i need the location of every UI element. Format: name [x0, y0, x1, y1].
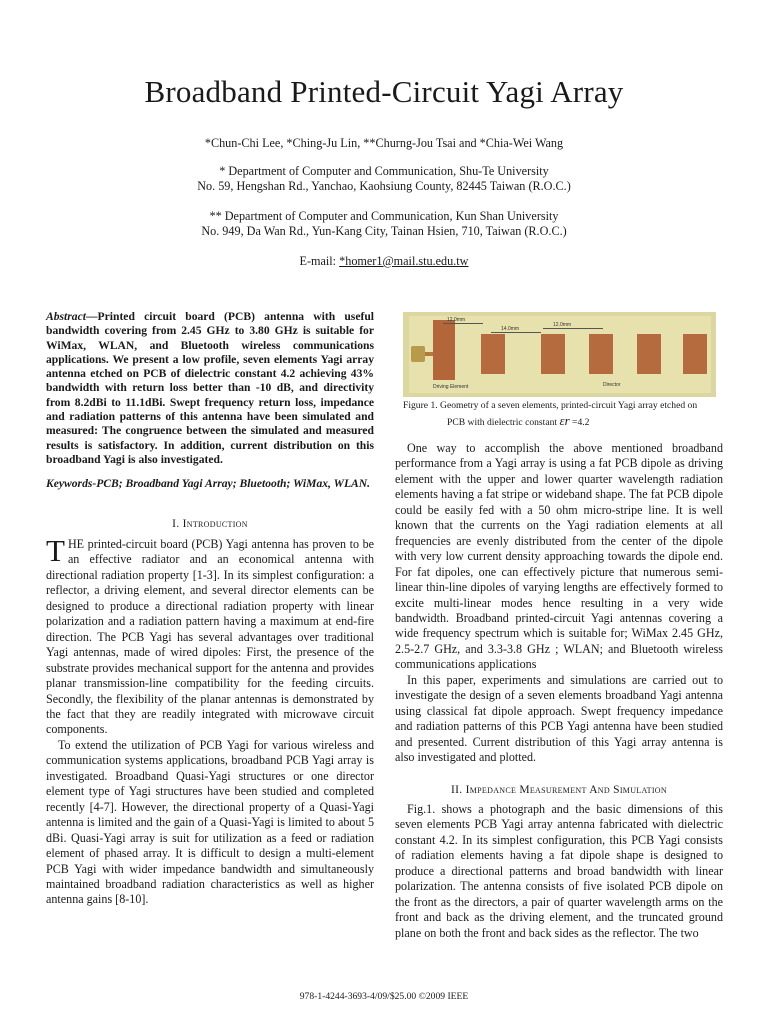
section-heading-introduction: I. Introduction [172, 517, 248, 530]
dimension-label: 12.0mm [447, 317, 466, 323]
body-paragraph-3: Fig.1. shows a photograph and the basic dimensions of this seven elements PCB Yagi array antenna fabricated with dielectric constant 4.2. In its simplest configuration, this PCB Yagi consists of radiation elements having a fat dipole shape is designed to produce a directional patterns and broad bandwidth with linear polarization. The antenna consists of five isolated PCB dipole on the front as the directors, a pair of quarter wavelength arms on the front and back as the driving element, and the truncated ground plane on both the front and back sides as the reflector. The two [395, 801, 723, 940]
director-element [589, 334, 613, 374]
driving-element-label: Driving Element [433, 384, 469, 390]
dimension-line [491, 332, 541, 333]
caption-line-2 [403, 413, 721, 430]
sma-connector [411, 346, 425, 362]
right-column [395, 441, 723, 941]
author-list: *Chun-Chi Lee, *Ching-Ju Lin, **Churng-Jou Tsai and *Chia-Wei Wang [204, 136, 564, 150]
body-paragraph-2: In this paper, experiments and simulations are carried out to investigate the design of a seven elements broadband Yagi antenna using classical fat dipole approach. Swept frequency impedance and radiation patterns of this PCB Yagi antenna have been studied and presented. Current distribution of this Yagi array antenna is also investigated and plotted. [395, 672, 723, 765]
affiliation-1-line-1: * Department of Computer and Communication, Shu-Te University [219, 164, 549, 178]
caption-value: =4.2 [569, 417, 590, 428]
figure-1-photo [403, 312, 716, 397]
driving-element [433, 320, 455, 380]
paper-title: Broadband Printed-Circuit Yagi Array [144, 74, 624, 109]
director-element [683, 334, 707, 374]
body-paragraph-1: One way to accomplish the above mentioned broadband performance from a Yagi array is using a fat PCB dipole as driving element with the upper and lower quarter wavelength radiation elements having a fat stripe or wideband shape. The fat PCB dipole could be easily fed with a 50 ohm micro-stripe line. It is well known that the currents on the Yagi radiation elements at all frequencies are evenly distributed from the center of the dipole with very low current density approaching towards the dipole end. For fat dipoles, one can effectively picture that numerous semi-linear thin-line dipoles of varying lengths are effectively formed to excite multi-linear modes hence resulting in a very wide bandwidth. Broadband printed-circuit Yagi antennas covering a wide frequency spectrum which is suitable for; WiMax 2.45 GHz, 2.5-2.7 GHz, and 3.3-3.8 GHz ; WLAN; and Bluetooth wireless communications applications [395, 441, 723, 672]
abstract-label: Abstract— [46, 310, 98, 323]
dimension-line [443, 323, 483, 324]
director-element [541, 334, 565, 374]
footer-copyright: 978-1-4244-3693-4/09/$25.00 ©2009 IEEE [299, 991, 469, 1002]
left-column [46, 310, 374, 908]
section-heading-impedance: II. Impedance Measurement And Simulation [451, 783, 667, 796]
caption-line-1: Figure 1. Geometry of a seven elements, printed-circuit Yagi array etched on [403, 400, 698, 411]
dimension-label: 12.0mm [553, 322, 572, 328]
figure-1-caption [403, 398, 721, 430]
abstract [46, 310, 374, 467]
dimension-line [543, 328, 603, 329]
intro-paragraph-1 [46, 533, 374, 738]
affiliation-2-line-2: No. 949, Da Wan Rd., Yun-Kang City, Tainan Hsien, 710, Taiwan (R.O.C.) [201, 224, 567, 238]
email-line [0, 254, 768, 269]
director-element [481, 334, 505, 374]
email-label: E-mail: [299, 254, 340, 268]
dimension-label: 14.0mm [501, 326, 520, 332]
drop-cap: T [46, 533, 65, 569]
keywords: Keywords-PCB; Broadband Yagi Array; Bluetooth; WiMax, WLAN. [46, 477, 371, 491]
abstract-text: Printed circuit board (PCB) antenna with useful bandwidth covering from 2.45 GHz to 3.80 GHz is suitable for WiMax, WLAN, and Bluetooth wireless communications applications. We present a low profile, seven elements Yagi array antenna etched on PCB of dielectric constant 4.2 achieving 43% bandwidth with return loss better than -10 dB, and directivity from 8.2dBi to 11.1dBi. Swept frequency return loss, impedance and radiation patterns of this antenna have been simulated and measured: The congruence between the simulated and measured results is satisfactory. In addition, current distribution on this broadband Yagi is also investigated. [46, 310, 374, 466]
affiliation-1-line-2: No. 59, Hengshan Rd., Yanchao, Kaohsiung County, 82445 Taiwan (R.O.C.) [197, 179, 571, 193]
microstrip-feed [425, 352, 433, 356]
director-label: Director [603, 382, 621, 388]
email-link[interactable]: *homer1@mail.stu.edu.tw [339, 254, 469, 268]
epsilon-symbol: εr [559, 413, 570, 428]
director-element [637, 334, 661, 374]
caption-line-2-text: PCB with dielectric constant [447, 417, 560, 428]
intro-paragraph-1-text: HE printed-circuit board (PCB) Yagi antenna has proven to be an effective radiator and an economical antenna with directional radiation property [1-3]. In its simplest configuration: a reflector, a driving element, and several director elements can be designed to produce a directional radiation property with linear polarization and a radiation pattern having a maximum at end-fire direction. The PCB Yagi has several advantages over traditional Yagi antennas, made of wired dipoles: First, the presence of the substrate provides mechanical support for the antenna and provides planar transmission-line compatibility for the feeding circuits. Secondly, the flexibility of the planar antennas is demonstrated by the fact that they are readily integrated with microwave circuit components. [46, 537, 374, 737]
affiliation-2-line-1: ** Department of Computer and Communication, Kun Shan University [209, 209, 559, 223]
intro-paragraph-2: To extend the utilization of PCB Yagi for various wireless and communication systems applications, broadband PCB Yagi array is investigated. Broadband Quasi-Yagi structures or one director element type of Yagi structures have been studied and completed recently [4-7]. However, the directional property of a Quasi-Yagi antenna is limited and the gain of a Quasi-Yagi is limited to about 5 dBi. Quasi-Yagi array is suit for utilization as a feed or radiation element of phased array. It is difficult to design a multi-element PCB Yagi with wider impedance bandwidth and simultaneously maintained broadband radiation characteristics as well as higher antenna gains [8-10]. [46, 737, 374, 907]
